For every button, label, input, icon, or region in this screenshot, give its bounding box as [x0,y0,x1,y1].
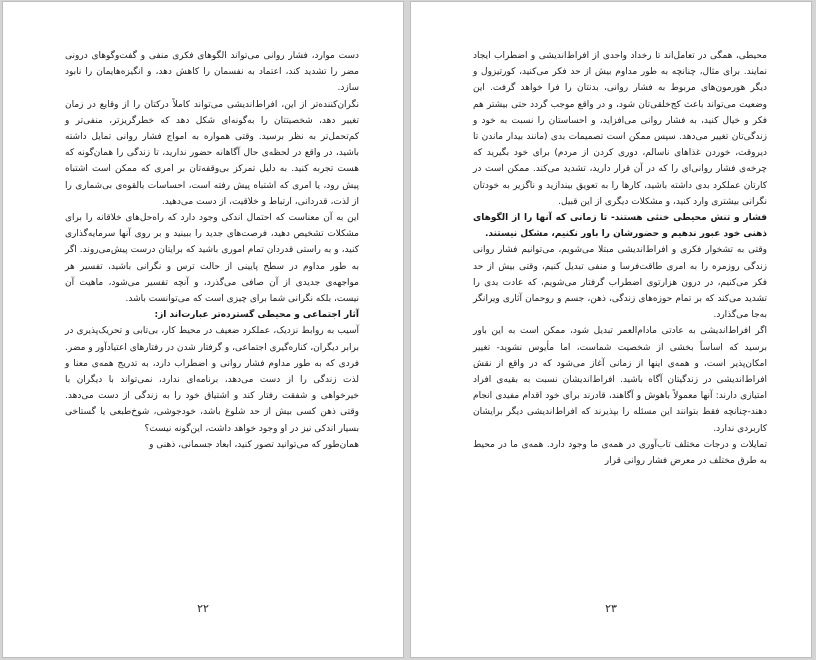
paragraph: نگران‌کننده‌تر از این، افراط‌اندیشی می‌تواند کاملاً درکتان را از وقایع در زمان تغییر دهد، شخصیتتان را به‌گونه‌ای شکل دهد که خطرگریزتر، منفی‌تر و کم‌تحمل‌تر به نظر برسید. وقتی همواره به امواج فشار روانی تمایل داشته باشید، در واقع در لحظه‌ی حال آگاهانه حضور ندارید، تا زندگی را همان‌گونه که هست تجربه کنید. به دلیل تمرکز بی‌وقفه‌تان بر امری که ممکن است اشتباه پیش رود، یا امری که اشتباه پیش رفته است، احساسات بالقوه‌ی بی‌شماری را از لذت، قدردانی، ارتباط و خلاقیت، از دست می‌دهید. [65,99,359,207]
page-number: ۲۳ [605,602,617,615]
paragraph: این به آن معناست که احتمال اندکی وجود دارد که راه‌حل‌های خلاقانه را برای مشکلات تشخیص دهید، فرصت‌های جدید را ببینید و بر روی آنها سرمایه‌گذاری کنید، و به راستی قدردان تمام اموری باشید که برایتان درست پیش‌می‌روند. اگر به طور مداوم در سطح پایینی از حالت ترس و نگرانی باشید، تفسیر هر مواجهه‌ی جدیدی از آن صافی می‌گذرد، و آنچه تفسیر می‌شود، ماهیت آن نیست، بلکه نگرانی شما برای چیزی است که می‌توانست باشد. [65,213,359,305]
paragraph: محیطی، همگی در تعامل‌اند تا رخداد واحدی از افراط‌اندیشی و اضطراب ایجاد نمایند. برای مثال، چنانچه به طور مداوم بیش از حد فکر می‌کنید، کورتیزول و دیگر هورمون‌های مربوط به فشار روانی، بدنتان را فرا خواهد گرفت. این وضعیت می‌تواند باعث کج‌خلقی‌تان شود، و در واقع موجب گردد حتی بیشتر هم فکر و خیال کنید، به فشار روانی می‌افزاید، و احساستان را نسبت به خود و زندگی‌تان تغییر می‌دهد. سپس ممکن است تصمیمات بدی (مانند بیدار ماندن تا دیروقت، خوردن غذاهای ناسالم، دوری کردن از مردم) برای خود بگیرید که چرخه‌ی فشار روانی‌ای را که در آن قرار دارید، تشدید می‌کند. ممکن است در کارتان عملکرد بدی داشته باشید، کارها را به تعویق بیندازید و ناگزیر به خودتان نگرانی بیشتری وارد کنید، و مشکلات دیگری از این قبیل. [473,51,767,207]
paragraph: دست موارد، فشار روانی می‌تواند الگوهای فکری منفی و گفت‌وگوهای درونی مضر را تشدید کند، اعتماد به نفسمان را کاهش دهد، و انگیزه‌هایمان را نابود سازد. [65,51,359,94]
highlighted-statement: فشار و تنش محیطی خنثی هستند- تا زمانی که آنها را از الگوهای ذهنی خود عبور ندهیم و حضورشان را باور نکنیم، مشکل نیستند. [473,213,767,240]
right-page [410,1,812,658]
page-number: ۲۲ [197,602,209,615]
section-heading: آثار اجتماعی و محیطی گسترده‌تر عبارت‌اند از: [154,310,359,321]
paragraph: تمایلات و درجات مختلف تاب‌آوری در همه‌ی ما وجود دارد. همه‌ی ما در محیط به طرق مختلف در معرض فشار روانی قرار [473,439,767,467]
paragraph: اگر افراط‌اندیشی به عادتی مادام‌العمر تبدیل شود، ممکن است به این باور برسید که اساساً بخشی از شخصیت شماست، اما مأیوس نشوید- تغییر امکان‌پذیر است، و همه‌ی اینها از زمانی آغاز می‌شود که در واقع از نقش افراط‌اندیشی در زندگیتان آگاه باشید. افراط‌اندیشان نسبت به بقیه‌ی افراد امتیازی دارند: آنها معمولاً باهوش و آگاهند، قادرند برای خود اقدام مفیدی انجام دهند-چنانچه فقط بتوانند این مسئله را بپذیرند که افراط‌اندیشی دیگر برایشان کاربردی ندارد. [473,326,767,434]
left-page-text [65,48,359,453]
paragraph: آسیب به روابط نزدیک، عملکرد ضعیف در محیط کار، بی‌تابی و تحریک‌پذیری در برابر دیگران، کناره‌گیری اجتماعی، و گرفتار شدن در رفتارهای اعتیادآور و مضر. فردی که به طور مداوم فشار روانی و اضطراب دارد، به تدریج همه‌ی معنا و لذت زندگی را از دست می‌دهد، برنامه‌ای ندارد، نمی‌تواند با دیگران با خیرخواهی و شفقت رفتار کند و اشتیاق خود را به زندگی از دست می‌دهد. وقتی ذهن کسی بیش از حد شلوغ باشد، خودجوشی، شوخ‌طبعی یا گستاخی بسیار اندکی نیز در او وجود خواهد داشت، این‌گونه نیست؟ [65,326,359,434]
paragraph: وقتی به تشخوار فکری و افراط‌اندیشی مبتلا می‌شویم، می‌توانیم فشار روانی زندگی روزمره را به امری طاقت‌فرسا و منفی تبدیل کنیم، وقتی بیش از حد فکر می‌کنیم، در درون هزارتوی اضطراب گرفتار می‌شویم، که عادت بدی را تشدید می‌کند که بر تمام حوزه‌های زندگی، ذهن، جسم و روحمان آثاری ویرانگر به‌جا می‌گذارد. [473,245,767,321]
paragraph: همان‌طور که می‌توانید تصور کنید، ابعاد جسمانی، ذهنی و [149,439,359,450]
left-page [2,1,404,658]
right-page-text [473,48,767,469]
